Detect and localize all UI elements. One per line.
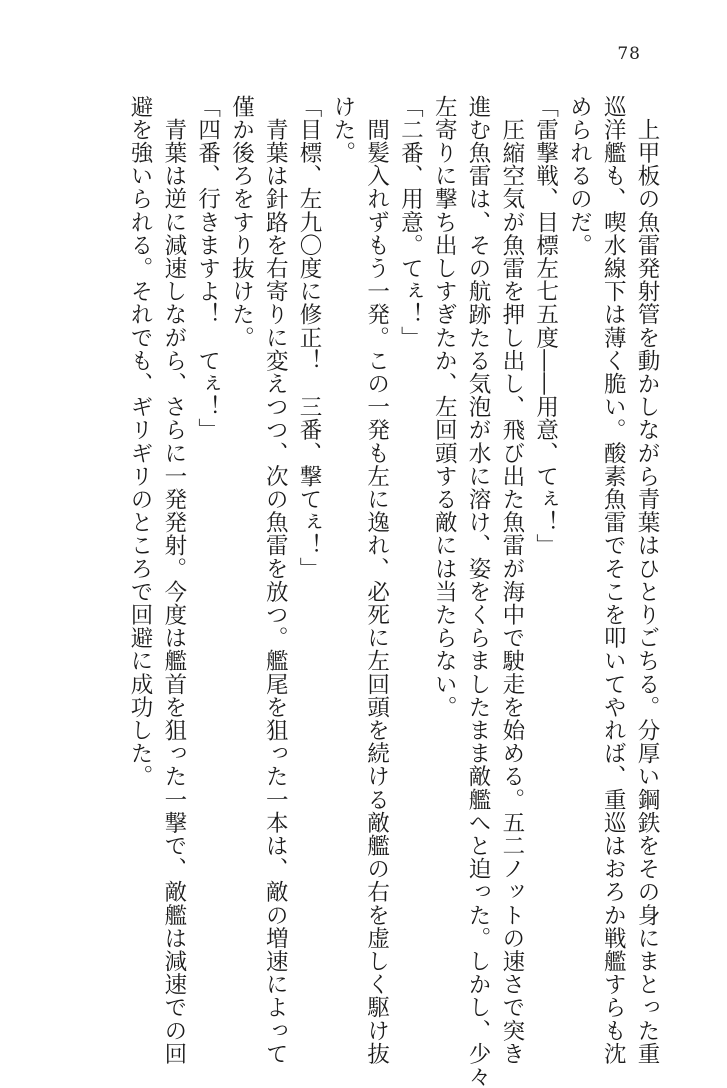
text-line: 間髪入れずもう一発。この一発も左に逸れ、必死に左回頭を続ける敵艦の右を虚しく駆け抜 [363, 95, 390, 1066]
vertical-text-body [122, 95, 663, 1088]
text-line: 青葉は逆に減速しながら、さらに一発発射。今度は艦首を狙った一撃で、敵艦は減速での回 [160, 95, 187, 1066]
text-line: 上甲板の魚雷発射管を動かしながら青葉はひとりごちる。分厚い鋼鉄をその身にまとった重 [634, 95, 660, 1066]
text-line: 青葉は針路を右寄りに変えつつ、次の魚雷を放つ。艦尾を狙った一本は、敵の増速によって [262, 95, 289, 1066]
text-line: 進む魚雷は、その航跡たる気泡が水に溶け、姿をくらましたまま敵艦へと迫った。しかし、少々 [465, 95, 492, 1088]
text-line: 「目標、左九〇度に修正！ 三番、撃てぇ！」 [296, 95, 323, 581]
text-line: められるのだ。 [566, 95, 593, 257]
text-line: 左寄りに撃ち出しすぎたか、左回頭する敵には当たらない。 [431, 95, 458, 719]
text-line: 「二番、用意。てぇ！」 [397, 95, 424, 350]
text-line: けた。 [329, 95, 356, 165]
text-line: 僅か後ろをすり抜けた。 [228, 95, 255, 350]
text-line: 圧縮空気が魚雷を押し出し、飛び出た魚雷が海中で駛走を始める。五二ノットの速さで突き [498, 95, 525, 1066]
text-line: 避を強いられる。それでも、ギリギリのところで回避に成功した。 [127, 95, 154, 788]
page-number: 78 [617, 44, 641, 64]
text-line: 巡洋艦も、喫水線下は薄く脆い。酸素魚雷でそこを叩いてやれば、重巡はおろか戦艦すらも沈 [600, 95, 627, 1066]
text-line: 「雷撃戦、目標左七五度――用意、てぇ！」 [532, 95, 559, 557]
text-line: 「四番、行きますよ！ てぇ！」 [194, 95, 221, 442]
